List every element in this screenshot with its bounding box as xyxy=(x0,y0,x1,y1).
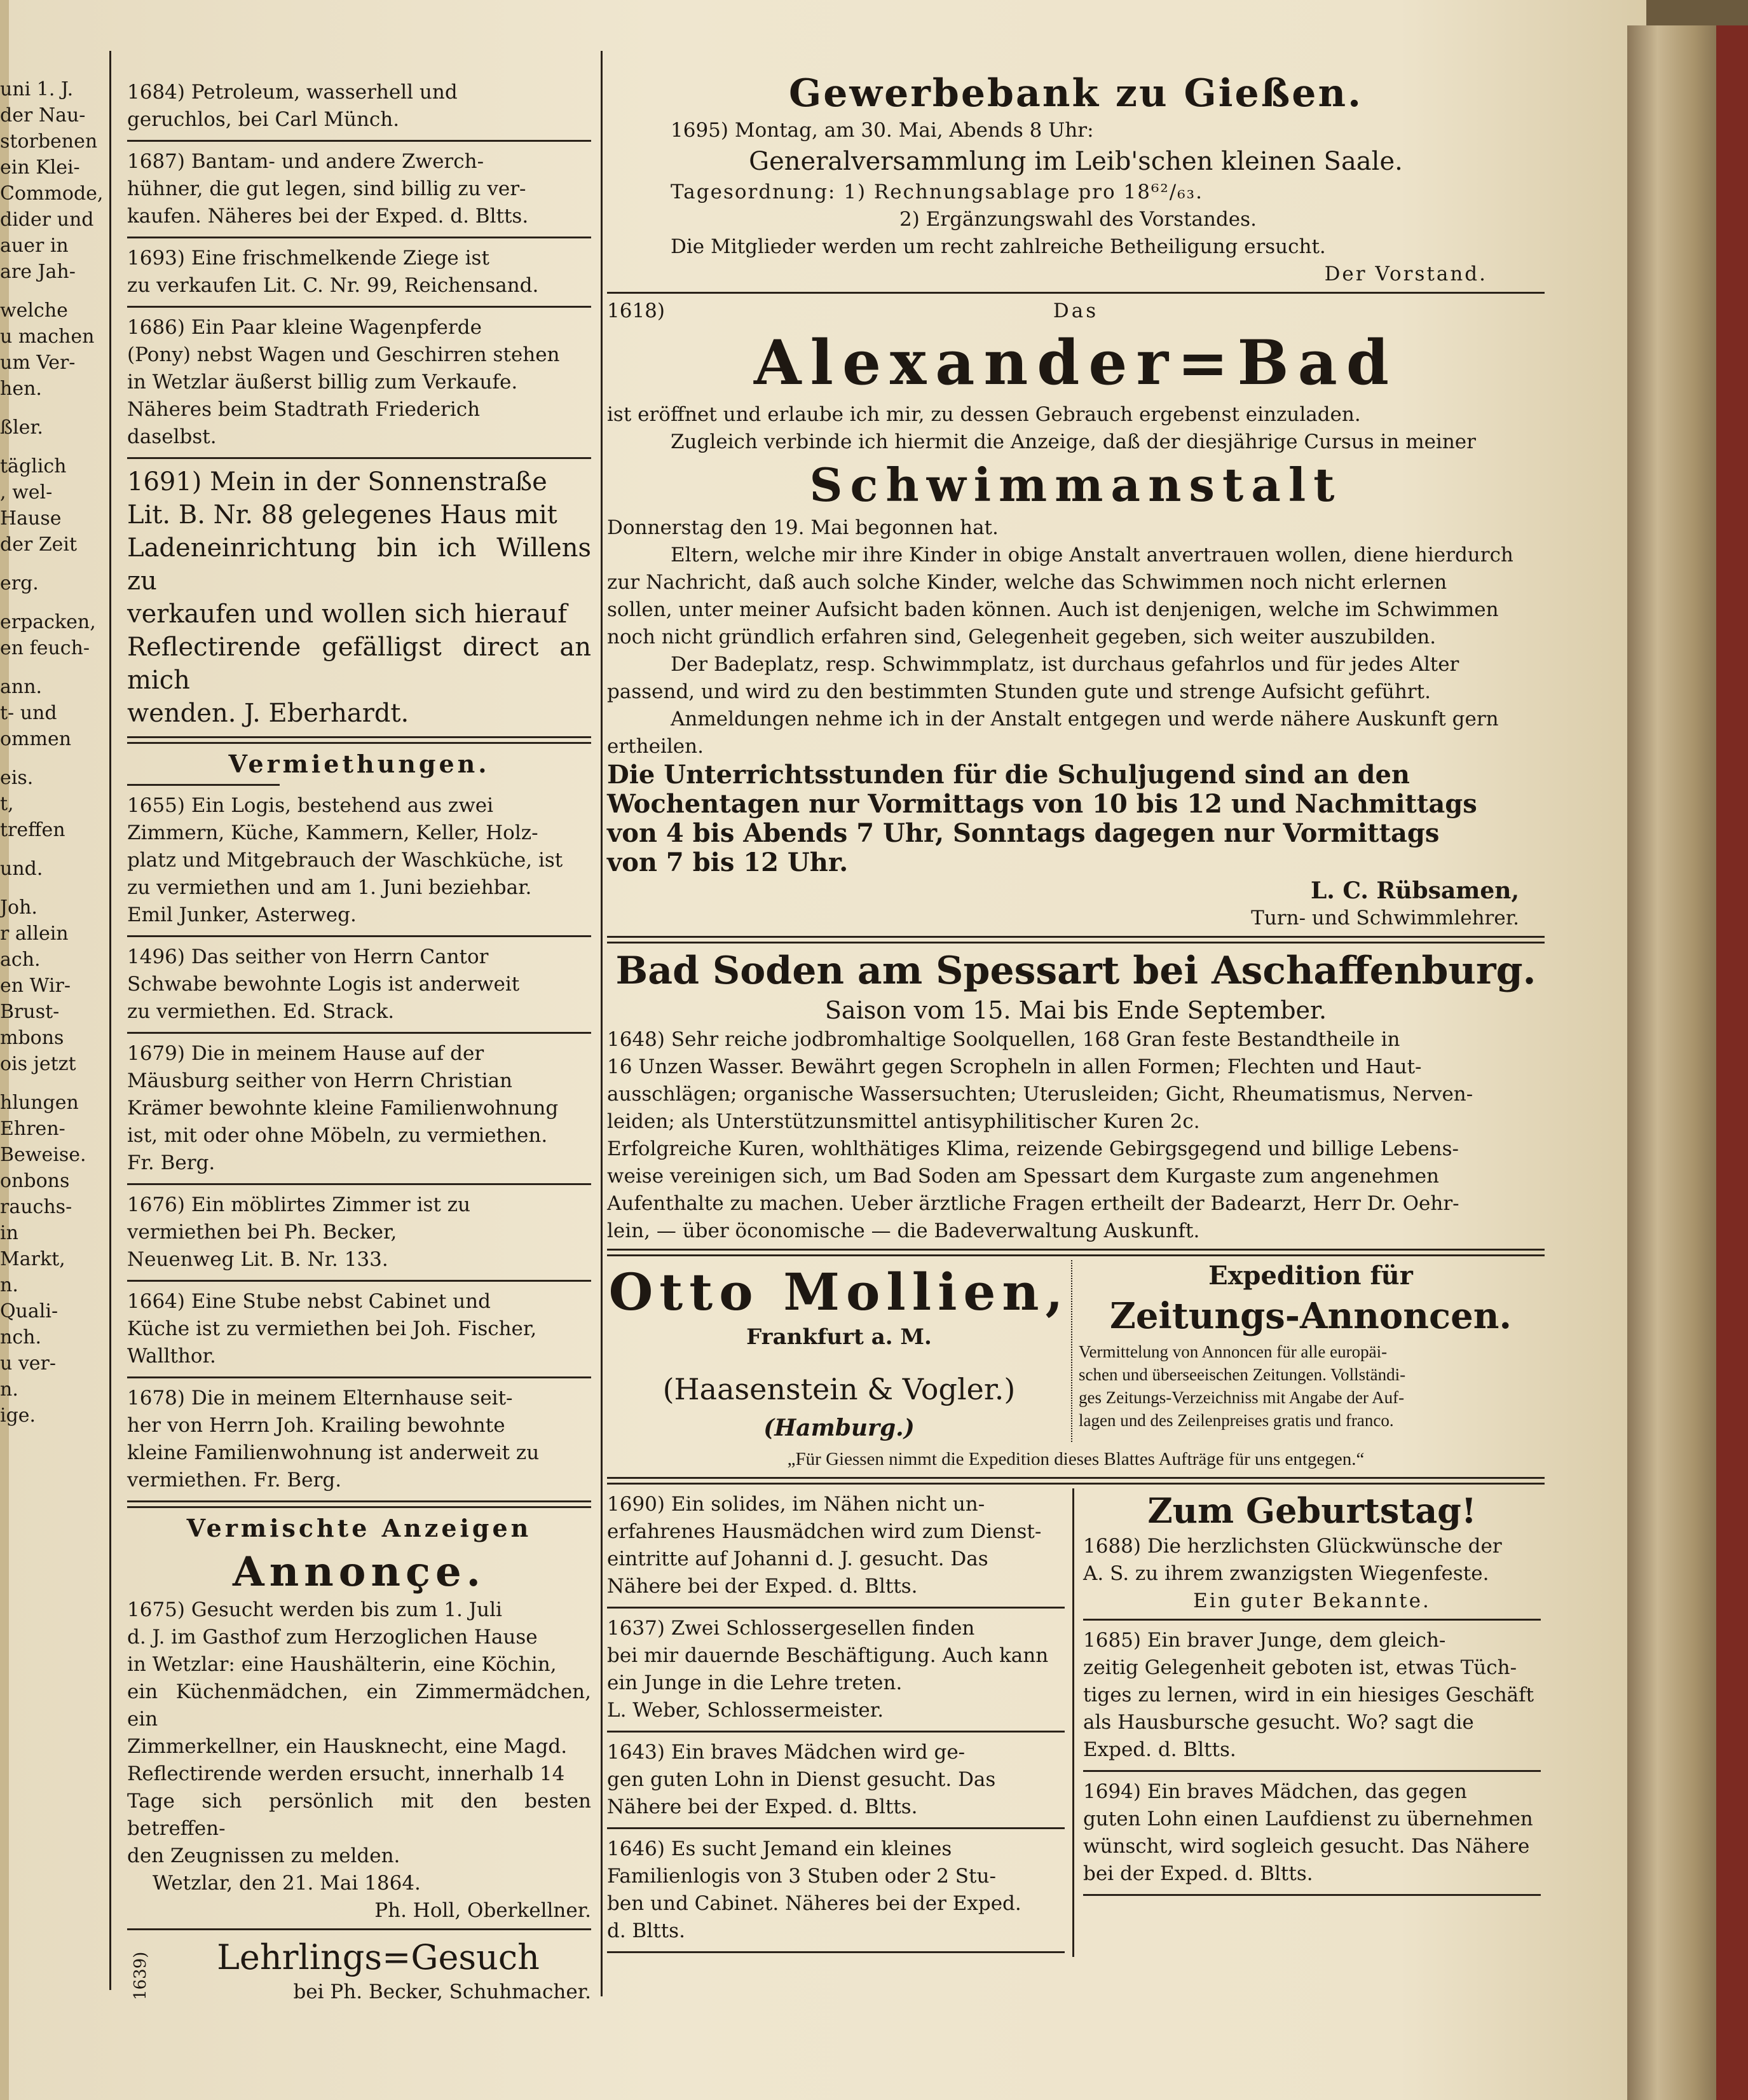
signature: Turn- und Schwimmlehrer. xyxy=(1251,907,1519,930)
fragment-line: rauchs- xyxy=(0,1196,72,1218)
mollien-partner-city: (Hamburg.) xyxy=(763,1415,915,1441)
fragment-line: onbons xyxy=(0,1170,70,1192)
fragment-line: ach. xyxy=(0,949,41,971)
fragment-line: Beweise. xyxy=(0,1144,86,1166)
ad-1686 xyxy=(127,312,591,453)
fragment-line: ein Klei- xyxy=(0,156,80,179)
ad-line: her von Herrn Joh. Krailing bewohnte xyxy=(127,1414,505,1437)
ad-line: 1691) Mein in der Sonnenstraße xyxy=(127,467,547,497)
fragment-line: eis. xyxy=(0,767,34,789)
ad-bold-line: von 4 bis Abends 7 Uhr, Sonntags dagegen nur Vormittags xyxy=(607,818,1440,848)
ad-line: ausschlägen; organische Wassersuchten; Uterusleiden; Gicht, Rheumatismus, Nerven- xyxy=(607,1083,1473,1106)
exp-title1: Expedition für xyxy=(1208,1261,1413,1291)
ad-line: geruchlos, bei Carl Münch. xyxy=(127,108,400,131)
fragment-line xyxy=(0,285,89,298)
fragment-line: uni 1. J. xyxy=(0,78,74,100)
ad-line: in Wetzlar äußerst billig zum Verkaufe. xyxy=(127,371,518,394)
separator-rule xyxy=(127,784,280,786)
ad-line: eintritte auf Johanni d. J. gesucht. Das xyxy=(607,1548,988,1570)
ad-line: bei mir dauernde Beschäftigung. Auch kann xyxy=(607,1644,1049,1667)
fragment-line: Brust- xyxy=(0,1001,60,1023)
fragment-line: Commode, xyxy=(0,182,104,205)
fragment-line xyxy=(0,402,89,415)
ad-1637 xyxy=(607,1612,1065,1727)
fragment-line: in xyxy=(0,1222,18,1244)
ad-line: Reflectirende gefälligst direct an mich xyxy=(127,633,591,695)
ad-line: als Hausbursche gesucht. Wo? sagt die xyxy=(1083,1711,1474,1734)
section-heading-vermiethungen: Vermiethungen. xyxy=(228,750,490,778)
separator-rule xyxy=(607,1477,1545,1479)
ad-line: Aufenthalte zu machen. Ueber ärztliche Fragen ertheilt der Badearzt, Herr Dr. Oehr- xyxy=(607,1192,1459,1215)
ad-line: Lit. B. Nr. 88 gelegenes Haus mit xyxy=(127,500,557,530)
exp-line: schen und überseeischen Zeitungen. Vollständi- xyxy=(1079,1365,1406,1384)
ad-line: ist, mit oder ohne Möbeln, zu vermiethen. xyxy=(127,1124,548,1147)
ad-1685 xyxy=(1083,1624,1541,1766)
alexander-title2: Schwimmanstalt xyxy=(809,458,1342,512)
ad-line: 1687) Bantam- und andere Zwerch- xyxy=(127,150,484,173)
ad-line: Zimmerkellner, ein Hausknecht, eine Magd. xyxy=(127,1735,568,1758)
fragment-line: ige. xyxy=(0,1404,36,1427)
exp-line: Vermittelung von Annoncen für alle europäi- xyxy=(1079,1342,1388,1361)
ad-line: platz und Mitgebrauch der Waschküche, ist xyxy=(127,849,563,872)
fragment-line: en feuch- xyxy=(0,637,90,659)
ad-line: 1684) Petroleum, wasserhell und xyxy=(127,81,458,104)
ad-line: ein Küchenmädchen, ein Zimmermädchen, ein xyxy=(127,1680,591,1731)
fragment-line: der Zeit xyxy=(0,533,78,556)
ad-line: L. Weber, Schlossermeister. xyxy=(607,1699,884,1722)
signature: L. C. Rübsamen, xyxy=(1310,877,1519,904)
separator-rule xyxy=(607,1951,1065,1953)
ad-line: 1637) Zwei Schlossergesellen finden xyxy=(607,1617,975,1640)
ad-line: 1496) Das seither von Herrn Cantor xyxy=(127,945,489,968)
fragment-line: welche xyxy=(0,299,68,322)
separator-rule xyxy=(127,1928,591,1930)
gewerbebank-line1: 1695) Montag, am 30. Mai, Abends 8 Uhr: xyxy=(671,119,1094,142)
ad-line: 1693) Eine frischmelkende Ziege ist xyxy=(127,247,489,270)
ad-line: 1655) Ein Logis, bestehend aus zwei xyxy=(127,794,494,817)
separator-rule xyxy=(1083,1894,1541,1896)
mollien-partner: (Haasenstein & Vogler.) xyxy=(662,1372,1016,1406)
separator-rule xyxy=(127,1032,591,1034)
lehrlings-line: bei Ph. Becker, Schuhmacher. xyxy=(293,1980,591,2003)
separator-rule xyxy=(127,935,591,937)
fragment-line xyxy=(0,441,89,453)
ad-1678 xyxy=(127,1382,591,1497)
ad-line: Reflectirende werden ersucht, innerhalb 14 xyxy=(127,1762,565,1785)
fragment-line: Quali- xyxy=(0,1300,58,1322)
ad-line: kleine Familienwohnung ist anderweit zu xyxy=(127,1441,540,1464)
ad-line: Anmeldungen nehme ich in der Anstalt entgegen und werde nähere Auskunft gern xyxy=(671,708,1499,731)
ad-1690 xyxy=(607,1488,1065,1603)
ad-line: d. Bltts. xyxy=(607,1919,685,1942)
fragment-line: Ehren- xyxy=(0,1118,65,1140)
alexander-das: Das xyxy=(1053,299,1099,322)
ad-line: Tage sich persönlich mit den besten betreffen- xyxy=(127,1790,591,1840)
ad-1684 xyxy=(127,76,591,136)
ad-bold-line: Die Unterrichtsstunden für die Schuljugend sind an den xyxy=(607,760,1410,790)
ad-1496 xyxy=(127,941,591,1028)
fragment-line: , wel- xyxy=(0,481,53,504)
fragment-line: r allein xyxy=(0,923,69,945)
ad-line: (Pony) nebst Wagen und Geschirren stehen xyxy=(127,343,560,366)
ad-line: Fr. Berg. xyxy=(127,1151,215,1174)
separator-rule xyxy=(607,936,1545,938)
ad-1639 xyxy=(127,1937,591,2006)
ad-line: Exped. d. Bltts. xyxy=(1083,1738,1236,1761)
fragment-line: u ver- xyxy=(0,1352,57,1375)
ad-line: 1688) Die herzlichsten Glückwünsche der xyxy=(1083,1535,1502,1558)
alexander-line2: Zugleich verbinde ich hiermit die Anzeige, daß der diesjährige Cursus in meiner xyxy=(671,430,1476,453)
ad-line: Emil Junker, Asterweg. xyxy=(127,903,357,926)
soden-title: Bad Soden am Spessart bei Aschaffenburg. xyxy=(615,949,1536,993)
ad-line: wünscht, wird sogleich gesucht. Das Nähere xyxy=(1083,1835,1530,1858)
ad-line: 1675) Gesucht werden bis zum 1. Juli xyxy=(127,1598,502,1621)
ad-line: Erfolgreiche Kuren, wohlthätiges Klima, reizende Gebirgsgegend und billige Lebens- xyxy=(607,1137,1459,1160)
ad-line: zu verkaufen Lit. C. Nr. 99, Reichensand. xyxy=(127,274,539,297)
fragment-line: ois jetzt xyxy=(0,1053,76,1075)
fragment-line xyxy=(0,882,89,895)
lehrlings-title: Lehrlings=Gesuch xyxy=(217,1937,540,1977)
separator-rule xyxy=(127,1506,591,1508)
ad-1643 xyxy=(607,1736,1065,1823)
separator-rule xyxy=(607,1731,1065,1733)
fragment-line: nch. xyxy=(0,1326,41,1349)
ad-line: Donnerstag den 19. Mai begonnen hat. xyxy=(607,516,999,539)
ad-bold-line: Wochentagen nur Vormittags von 10 bis 12 und Nachmittags xyxy=(607,789,1477,819)
fragment-line: ommen xyxy=(0,728,72,750)
ad-1676 xyxy=(127,1189,591,1276)
fragment-line: erg. xyxy=(0,572,39,594)
separator-rule xyxy=(1083,1770,1541,1772)
ad-1687 xyxy=(127,146,591,233)
fragment-line: treffen xyxy=(0,819,65,841)
mollien-footer: „Für Giessen nimmt die Expedition dieses Blattes Aufträge für uns entgegen.“ xyxy=(787,1449,1365,1469)
ad-line: vermiethen. Fr. Berg. xyxy=(127,1469,342,1492)
separator-rule xyxy=(127,237,591,238)
gewerbebank-line5: Die Mitglieder werden um recht zahlreiche Betheiligung ersucht. xyxy=(671,235,1326,258)
ad-line: zu vermiethen. Ed. Strack. xyxy=(127,1000,395,1023)
ad-line: 1690) Ein solides, im Nähen nicht un- xyxy=(607,1493,985,1516)
ad-line: 1678) Die in meinem Elternhause seit- xyxy=(127,1387,513,1410)
fragment-line: t- und xyxy=(0,702,57,724)
bottom-right xyxy=(1074,1488,1541,1957)
ad-line: Nähere bei der Exped. d. Bltts. xyxy=(607,1575,918,1598)
gewerbebank-line3: Tagesordnung: 1) Rechnungsablage pro 18⁶²/₆₃. xyxy=(671,181,1203,203)
fragment-line: mbons xyxy=(0,1027,64,1049)
fragment-line: Markt, xyxy=(0,1248,65,1270)
ad-line: d. J. im Gasthof zum Herzoglichen Hause xyxy=(127,1626,538,1649)
ad-line: den Zeugnissen zu melden. xyxy=(127,1844,400,1867)
alexander-title: Alexander=Bad xyxy=(754,327,1398,399)
fragment-line: Joh. xyxy=(0,896,38,919)
ad-1646 xyxy=(607,1833,1065,1947)
exp-title2: Zeitungs-Annoncen. xyxy=(1110,1295,1512,1337)
ad-line: Krämer bewohnte kleine Familienwohnung xyxy=(127,1097,559,1120)
separator-rule xyxy=(127,306,591,308)
separator-rule xyxy=(607,1254,1545,1256)
ad-line: Neuenweg Lit. B. Nr. 133. xyxy=(127,1248,388,1271)
fragment-line: hlungen xyxy=(0,1092,79,1114)
separator-rule xyxy=(607,1607,1065,1609)
left-fragment-column xyxy=(0,76,104,1429)
gewerbebank-line4: 2) Ergänzungswahl des Vorstandes. xyxy=(899,208,1257,231)
mollien-right xyxy=(1071,1260,1543,1442)
separator-rule xyxy=(127,736,591,738)
signature: Ph. Holl, Oberkellner. xyxy=(374,1899,591,1922)
separator-rule xyxy=(607,1827,1065,1829)
gewerbebank-title: Gewerbebank zu Gießen. xyxy=(789,71,1363,116)
ad-line: weise vereinigen sich, um Bad Soden am Spessart dem Kurgaste zum angenehmen xyxy=(607,1165,1440,1188)
ad-line: Eltern, welche mir ihre Kinder in obige Anstalt anvertrauen wollen, diene hierdurch xyxy=(671,544,1513,566)
bottom-left xyxy=(607,1488,1074,1957)
fragment-line: Hause xyxy=(0,507,62,530)
ad-line: 1646) Es sucht Jemand ein kleines xyxy=(607,1837,952,1860)
ad-line: Ladeneinrichtung bin ich Willens zu xyxy=(127,533,591,596)
ad-line: ben und Cabinet. Näheres bei der Exped. xyxy=(607,1892,1021,1915)
separator-rule xyxy=(127,457,591,459)
fragment-line: u machen xyxy=(0,326,95,348)
ad-line: Näheres beim Stadtrath Friederich xyxy=(127,398,481,421)
geburtstag-title: Zum Geburtstag! xyxy=(1147,1490,1477,1531)
column-rule xyxy=(109,51,111,1990)
separator-rule xyxy=(607,1249,1545,1251)
book-spine-cover xyxy=(1716,25,1748,2100)
separator-rule xyxy=(127,1183,591,1185)
ad-line: Wallthor. xyxy=(127,1345,216,1368)
left-column xyxy=(127,76,591,2006)
separator-rule xyxy=(127,140,591,142)
ad-line: zeitig Gelegenheit geboten ist, etwas Tüch- xyxy=(1083,1656,1517,1679)
ad-line: 1679) Die in meinem Hause auf der xyxy=(127,1042,484,1065)
ad-1693 xyxy=(127,242,591,302)
ad-line: lein, — über öconomische — die Badeverwaltung Auskunft. xyxy=(607,1219,1200,1242)
ad-line: Zimmern, Küche, Kammern, Keller, Holz- xyxy=(127,821,538,844)
ad-line: Der Badeplatz, resp. Schwimmplatz, ist durchaus gefahrlos und für jedes Alter xyxy=(671,653,1459,676)
ad-1655 xyxy=(127,790,591,931)
fragment-line: ßler. xyxy=(0,416,43,439)
fragment-line xyxy=(0,596,89,609)
ad-number: 1639) xyxy=(131,1951,150,2000)
ad-line: hühner, die gut legen, sind billig zu ver- xyxy=(127,177,526,200)
ad-line: wenden. J. Eberhardt. xyxy=(127,699,409,728)
fragment-line: hen. xyxy=(0,378,42,400)
ad-line: 1664) Eine Stube nebst Cabinet und xyxy=(127,1290,491,1313)
ad-line: zu vermiethen und am 1. Juni beziehbar. xyxy=(127,876,532,899)
gewerbebank-line2: Generalversammlung im Leib'schen kleinen Saale. xyxy=(749,147,1403,176)
fragment-line: täglich xyxy=(0,455,67,477)
ad-number: 1618) xyxy=(607,299,665,322)
ad-1691 xyxy=(127,463,591,732)
fragment-line: dider und xyxy=(0,209,94,231)
separator-rule xyxy=(127,1500,591,1502)
fragment-line: n. xyxy=(0,1274,18,1296)
fragment-line: um Ver- xyxy=(0,352,76,374)
ad-line: 16 Unzen Wasser. Bewährt gegen Scropheln in allen Formen; Flechten und Haut- xyxy=(607,1055,1422,1078)
fragment-line: storbenen xyxy=(0,130,98,153)
separator-rule xyxy=(127,1376,591,1378)
ad-line: 1648) Sehr reiche jodbromhaltige Soolquellen, 168 Gran feste Bestandtheile in xyxy=(607,1028,1400,1051)
ad-line: ein Junge in die Lehre treten. xyxy=(607,1671,903,1694)
ad-line: Mäusburg seither von Herrn Christian xyxy=(127,1069,513,1092)
exp-line: lagen und des Zeilenpreises gratis und franco. xyxy=(1079,1411,1394,1430)
ad-line: 1686) Ein Paar kleine Wagenpferde xyxy=(127,316,482,339)
ad-line: leiden; als Unterstützunsmittel antisyphilitischer Kuren 2c. xyxy=(607,1110,1200,1133)
ad-line: tiges zu lernen, wird in ein hiesiges Geschäft xyxy=(1083,1684,1534,1706)
fragment-line: auer in xyxy=(0,235,69,257)
ad-1679 xyxy=(127,1038,591,1179)
ad-line: verkaufen und wollen sich hierauf xyxy=(127,600,568,629)
mollien-city: Frankfurt a. M. xyxy=(746,1324,932,1350)
fragment-line xyxy=(0,843,89,856)
ad-line: in Wetzlar: eine Haushälterin, eine Köchin, xyxy=(127,1653,557,1676)
fragment-line: ann. xyxy=(0,676,43,698)
ad-line: sollen, unter meiner Aufsicht baden können. Auch ist denjenigen, welche im Schwimmen xyxy=(607,598,1499,621)
ad-line: 1685) Ein braver Junge, dem gleich- xyxy=(1083,1629,1446,1652)
separator-rule xyxy=(607,942,1545,944)
ad-line: noch nicht gründlich erfahren sind, Gelegenheit gegeben, sich weiter auszubilden. xyxy=(607,626,1437,649)
ad-line: ertheilen. xyxy=(607,735,704,758)
separator-rule xyxy=(127,742,591,744)
exp-line: ges Zeitungs-Verzeichniss mit Angabe der Auf- xyxy=(1079,1388,1405,1407)
section-heading-vermischte: Vermischte Anzeigen xyxy=(186,1514,532,1542)
ad-bold-line: von 7 bis 12 Uhr. xyxy=(607,848,849,877)
fragment-line: n. xyxy=(0,1378,18,1401)
alexander-bad-ad xyxy=(607,298,1545,932)
fragment-line: are Jah- xyxy=(0,261,76,283)
fragment-line: und. xyxy=(0,858,43,880)
ad-line: erfahrenes Hausmädchen wird zum Dienst- xyxy=(607,1520,1042,1543)
separator-rule xyxy=(607,292,1545,294)
ad-line: bei der Exped. d. Bltts. xyxy=(1083,1862,1313,1885)
ad-line: passend, und wird zu den bestimmten Stunden gute und strenge Aufsicht geführt. xyxy=(607,680,1431,703)
ad-line: Familienlogis von 3 Stuben oder 2 Stu- xyxy=(607,1865,996,1888)
ad-1694 xyxy=(1083,1776,1541,1890)
fragment-line xyxy=(0,1077,89,1090)
bottom-columns xyxy=(607,1488,1545,1957)
ad-line: 1694) Ein braves Mädchen, das gegen xyxy=(1083,1780,1467,1803)
fragment-line xyxy=(0,752,89,765)
ad-line: Nähere bei der Exped. d. Bltts. xyxy=(607,1795,918,1818)
ad-line: A. S. zu ihrem zwanzigsten Wiegenfeste. xyxy=(1083,1562,1489,1585)
separator-rule xyxy=(607,1483,1545,1485)
ad-line: 1676) Ein möblirtes Zimmer ist zu xyxy=(127,1193,471,1216)
fragment-line: erpacken, xyxy=(0,611,96,633)
dateline: Wetzlar, den 21. Mai 1864. xyxy=(153,1872,421,1895)
ad-line: guten Lohn einen Laufdienst zu übernehmen xyxy=(1083,1808,1533,1830)
ad-1664 xyxy=(127,1286,591,1373)
mollien-left xyxy=(607,1260,1071,1442)
fragment-line xyxy=(0,661,89,674)
signature: Ein guter Bekannte. xyxy=(1193,1589,1431,1612)
fragment-line: der Nau- xyxy=(0,104,86,127)
fragment-line xyxy=(0,558,89,570)
fragment-line: t, xyxy=(0,793,14,815)
ad-line: gen guten Lohn in Dienst gesucht. Das xyxy=(607,1768,996,1791)
right-area xyxy=(607,70,1545,1957)
separator-rule xyxy=(1083,1619,1541,1621)
ad-line: Schwabe bewohnte Logis ist anderweit xyxy=(127,973,520,996)
mollien-name: Otto Mollien, xyxy=(608,1262,1070,1322)
alexander-line1: ist eröffnet und erlaube ich mir, zu dessen Gebrauch ergebenst einzuladen. xyxy=(607,403,1361,426)
separator-rule xyxy=(127,1280,591,1282)
ad-line: zur Nachricht, daß auch solche Kinder, welche das Schwimmen noch nicht erlernen xyxy=(607,571,1447,594)
column-rule xyxy=(601,51,603,1996)
soden-saison: Saison vom 15. Mai bis Ende September. xyxy=(824,996,1327,1024)
ad-line: 1643) Ein braves Mädchen wird ge- xyxy=(607,1741,966,1764)
annonce-title: Annonçe. xyxy=(233,1548,486,1596)
signature: Der Vorstand. xyxy=(1324,263,1487,285)
ad-line: Küche ist zu vermiethen bei Joh. Fischer, xyxy=(127,1317,537,1340)
ad-line: vermiethen bei Ph. Becker, xyxy=(127,1221,397,1244)
ad-line: daselbst. xyxy=(127,425,217,448)
mollien-ad xyxy=(607,1260,1545,1442)
ad-line: kaufen. Näheres bei der Exped. d. Bltts. xyxy=(127,205,529,228)
fragment-line: en Wir- xyxy=(0,975,71,997)
